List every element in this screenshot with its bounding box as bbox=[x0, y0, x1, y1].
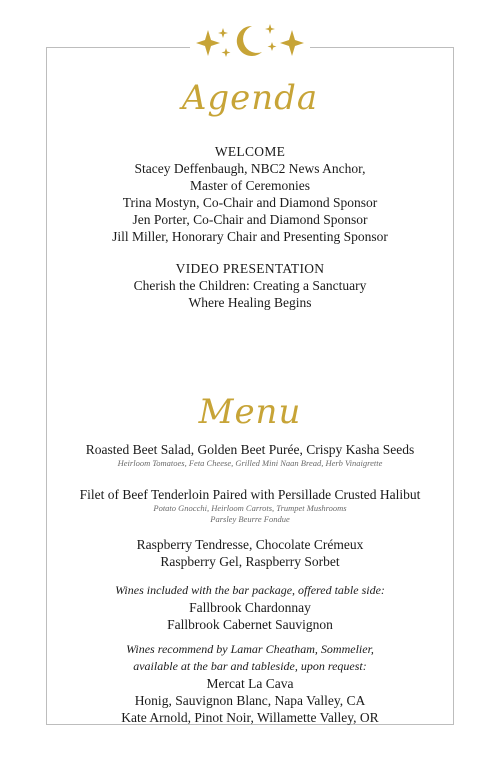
course-note: Potato Gnocchi, Heirloom Carrots, Trumpet Mushrooms bbox=[153, 503, 347, 513]
course-note: Heirloom Tomatoes, Feta Cheese, Grilled Mini Naan Bread, Herb Vinaigrette bbox=[117, 458, 383, 468]
welcome-line: Master of Ceremonies bbox=[190, 178, 310, 193]
wines-recommended-intro: Wines recommend by Lamar Cheatham, Sommelier, bbox=[126, 642, 374, 656]
wine-item: Honig, Sauvignon Blanc, Napa Valley, CA bbox=[134, 693, 366, 708]
menu-title: Menu bbox=[198, 392, 302, 432]
menu-course bbox=[0, 441, 500, 469]
wines-recommended-intro: available at the bar and tableside, upon request: bbox=[133, 659, 367, 673]
wine-item: Kate Arnold, Pinot Noir, Willamette Valley, OR bbox=[121, 710, 379, 725]
welcome-heading: WELCOME bbox=[214, 144, 286, 159]
course-name: Roasted Beet Salad, Golden Beet Purée, Crispy Kasha Seeds bbox=[85, 442, 415, 457]
wines-included-intro: Wines included with the bar package, offered table side: bbox=[115, 583, 385, 597]
video-section bbox=[0, 260, 500, 311]
video-heading: VIDEO PRESENTATION bbox=[175, 261, 325, 276]
welcome-line: Trina Mostyn, Co-Chair and Diamond Sponsor bbox=[122, 195, 378, 210]
menu-course bbox=[0, 536, 500, 570]
wines-included-section bbox=[0, 582, 500, 633]
welcome-line: Stacey Deffenbaugh, NBC2 News Anchor, bbox=[134, 161, 366, 176]
menu-course bbox=[0, 486, 500, 525]
welcome-line: Jen Porter, Co-Chair and Diamond Sponsor bbox=[132, 212, 368, 227]
video-line: Where Healing Begins bbox=[188, 295, 312, 310]
wine-item: Fallbrook Chardonnay bbox=[189, 600, 311, 615]
course-note: Parsley Beurre Fondue bbox=[210, 514, 290, 524]
wines-recommended-section bbox=[0, 641, 500, 726]
moon-and-stars-icon bbox=[190, 18, 310, 66]
course-name: Raspberry Tendresse, Chocolate Crémeux bbox=[136, 537, 364, 552]
course-name: Filet of Beef Tenderloin Paired with Persillade Crusted Halibut bbox=[79, 487, 421, 502]
wine-item: Mercat La Cava bbox=[206, 676, 294, 691]
agenda-title: Agenda bbox=[181, 78, 319, 118]
wine-item: Fallbrook Cabernet Sauvignon bbox=[167, 617, 333, 632]
welcome-section bbox=[0, 143, 500, 245]
video-line: Cherish the Children: Creating a Sanctuary bbox=[133, 278, 367, 293]
course-name: Raspberry Gel, Raspberry Sorbet bbox=[160, 554, 340, 569]
welcome-line: Jill Miller, Honorary Chair and Presenting Sponsor bbox=[112, 229, 388, 244]
